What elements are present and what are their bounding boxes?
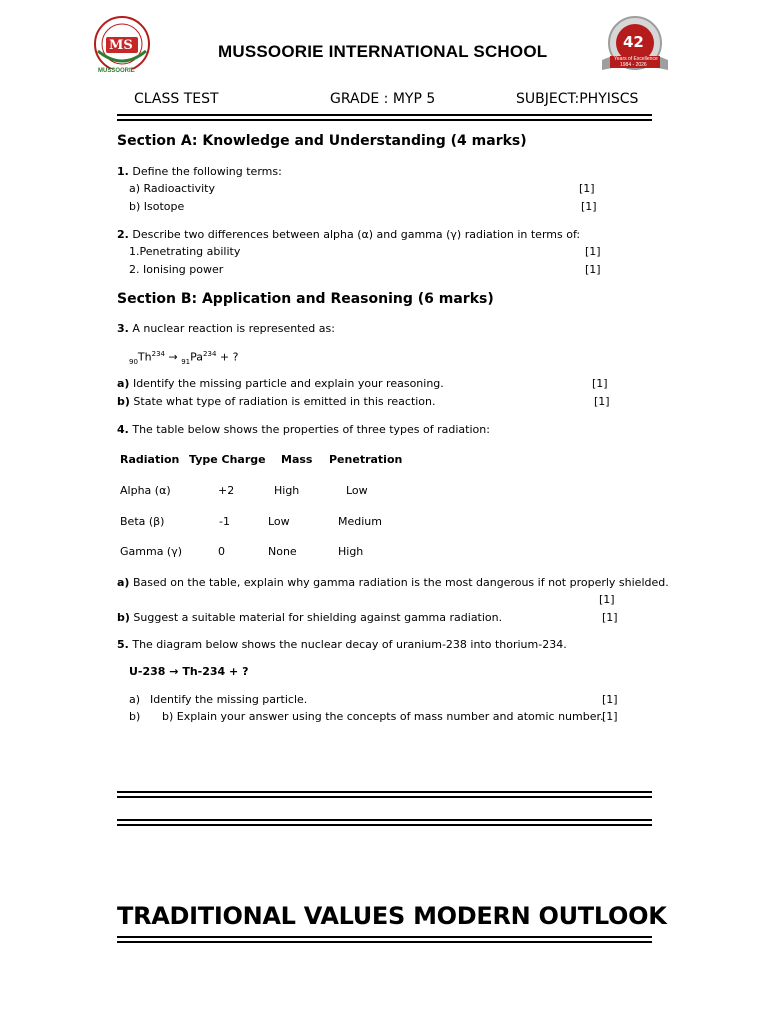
badge-years: 1984 - 2026 xyxy=(620,62,647,68)
question-5 xyxy=(117,638,567,651)
table-cell: -1 xyxy=(219,515,230,528)
marks: [1] xyxy=(581,200,597,213)
marks: [1] xyxy=(602,710,618,723)
marks: [1] xyxy=(592,377,608,390)
table-cell: High xyxy=(338,545,364,558)
question-1 xyxy=(117,165,282,178)
table-cell: High xyxy=(274,484,300,497)
table-cell: Low xyxy=(346,484,368,497)
table-cell: Alpha (α) xyxy=(120,484,171,497)
table-header: Radiation xyxy=(120,453,180,466)
atomic-number: 91 xyxy=(181,357,191,366)
nuclear-equation xyxy=(129,350,238,366)
school-name: MUSSOORIE INTERNATIONAL SCHOOL xyxy=(218,42,548,61)
equation-tail: + ? xyxy=(216,350,239,364)
part-label: a) xyxy=(117,377,130,390)
question-3 xyxy=(117,322,335,335)
question-number: 1. xyxy=(117,165,129,178)
table-cell: Low xyxy=(268,515,290,528)
arrow: → xyxy=(165,350,182,364)
q5-part-b-label: b) xyxy=(129,710,141,723)
mass-number: 234 xyxy=(203,350,217,358)
q5-part-b-text: b) Explain your answer using the concepts of mass number and atomic number. xyxy=(162,710,604,723)
answer-divider xyxy=(117,791,652,798)
table-cell: Gamma (γ) xyxy=(120,545,183,558)
q3-part-b xyxy=(117,395,436,408)
badge-caption: Years of Excellence xyxy=(614,56,658,62)
q2-point-1: 1.Penetrating ability xyxy=(129,245,241,258)
marks: [1] xyxy=(602,693,618,706)
q1-part-a: a) Radioactivity xyxy=(129,182,215,195)
question-4 xyxy=(117,423,490,436)
marks: [1] xyxy=(585,263,601,276)
marks: [1] xyxy=(599,593,615,606)
q3-part-a xyxy=(117,377,444,390)
table-cell: Beta (β) xyxy=(120,515,165,528)
section-a-title: Section A: Knowledge and Understanding (4 marks) xyxy=(117,133,527,149)
mass-number: 234 xyxy=(151,350,165,358)
part-text: Based on the table, explain why gamma radiation is the most dangerous if not properly shielded. xyxy=(132,576,669,589)
part-label: b) xyxy=(117,395,130,408)
school-logo xyxy=(88,15,156,79)
table-header: Penetration xyxy=(329,453,403,466)
decay-equation: U-238 → Th-234 + ? xyxy=(129,665,249,678)
answer-divider xyxy=(117,819,652,826)
question-number: 4. xyxy=(117,423,129,436)
section-b-title: Section B: Application and Reasoning (6 marks) xyxy=(117,291,494,307)
question-number: 5. xyxy=(117,638,129,651)
element: Pa xyxy=(190,350,204,364)
marks: [1] xyxy=(579,182,595,195)
logo-initials: MS xyxy=(109,38,133,53)
atomic-number: 90 xyxy=(129,357,138,366)
element: Th xyxy=(137,350,152,364)
question-text: Define the following terms: xyxy=(132,165,282,178)
question-text: Describe two differences between alpha (α) and gamma (γ) radiation in terms of: xyxy=(132,228,581,241)
footer-divider xyxy=(117,936,652,943)
grade-label: GRADE : MYP 5 xyxy=(330,91,436,107)
q1-part-b: b) Isotope xyxy=(129,200,185,213)
table-cell: 0 xyxy=(218,545,225,558)
table-header: Type Charge xyxy=(189,453,266,466)
question-number: 2. xyxy=(117,228,129,241)
marks: [1] xyxy=(602,611,618,624)
part-label: a) xyxy=(117,576,130,589)
table-header: Mass xyxy=(281,453,313,466)
q5-part-a-text: Identify the missing particle. xyxy=(150,693,308,706)
q4-part-b xyxy=(117,611,502,624)
q5-part-a-label: a) xyxy=(129,693,141,706)
part-text: Identify the missing particle and explain your reasoning. xyxy=(132,377,444,390)
school-motto: TRADITIONAL VALUES MODERN OUTLOOK xyxy=(117,902,667,930)
subject-label: SUBJECT:PHYISCS xyxy=(516,91,639,107)
badge-number: 42 xyxy=(623,33,644,51)
question-text: The diagram below shows the nuclear decay of uranium-238 into thorium-234. xyxy=(132,638,567,651)
table-cell: None xyxy=(268,545,297,558)
class-test-label: CLASS TEST xyxy=(134,91,219,107)
question-text: The table below shows the properties of three types of radiation: xyxy=(132,423,490,436)
part-text: State what type of radiation is emitted in this reaction. xyxy=(133,395,436,408)
anniversary-badge xyxy=(600,16,670,74)
part-label: b) xyxy=(117,611,130,624)
logo-place: MUSSOORIE xyxy=(98,68,135,74)
header-divider xyxy=(117,114,652,121)
table-cell: Medium xyxy=(338,515,382,528)
q2-point-2: 2. Ionising power xyxy=(129,263,224,276)
marks: [1] xyxy=(585,245,601,258)
q4-part-a xyxy=(117,576,669,589)
marks: [1] xyxy=(594,395,610,408)
question-text: A nuclear reaction is represented as: xyxy=(132,322,335,335)
question-2 xyxy=(117,228,580,241)
question-number: 3. xyxy=(117,322,129,335)
table-cell: +2 xyxy=(218,484,235,497)
part-text: Suggest a suitable material for shielding against gamma radiation. xyxy=(133,611,503,624)
